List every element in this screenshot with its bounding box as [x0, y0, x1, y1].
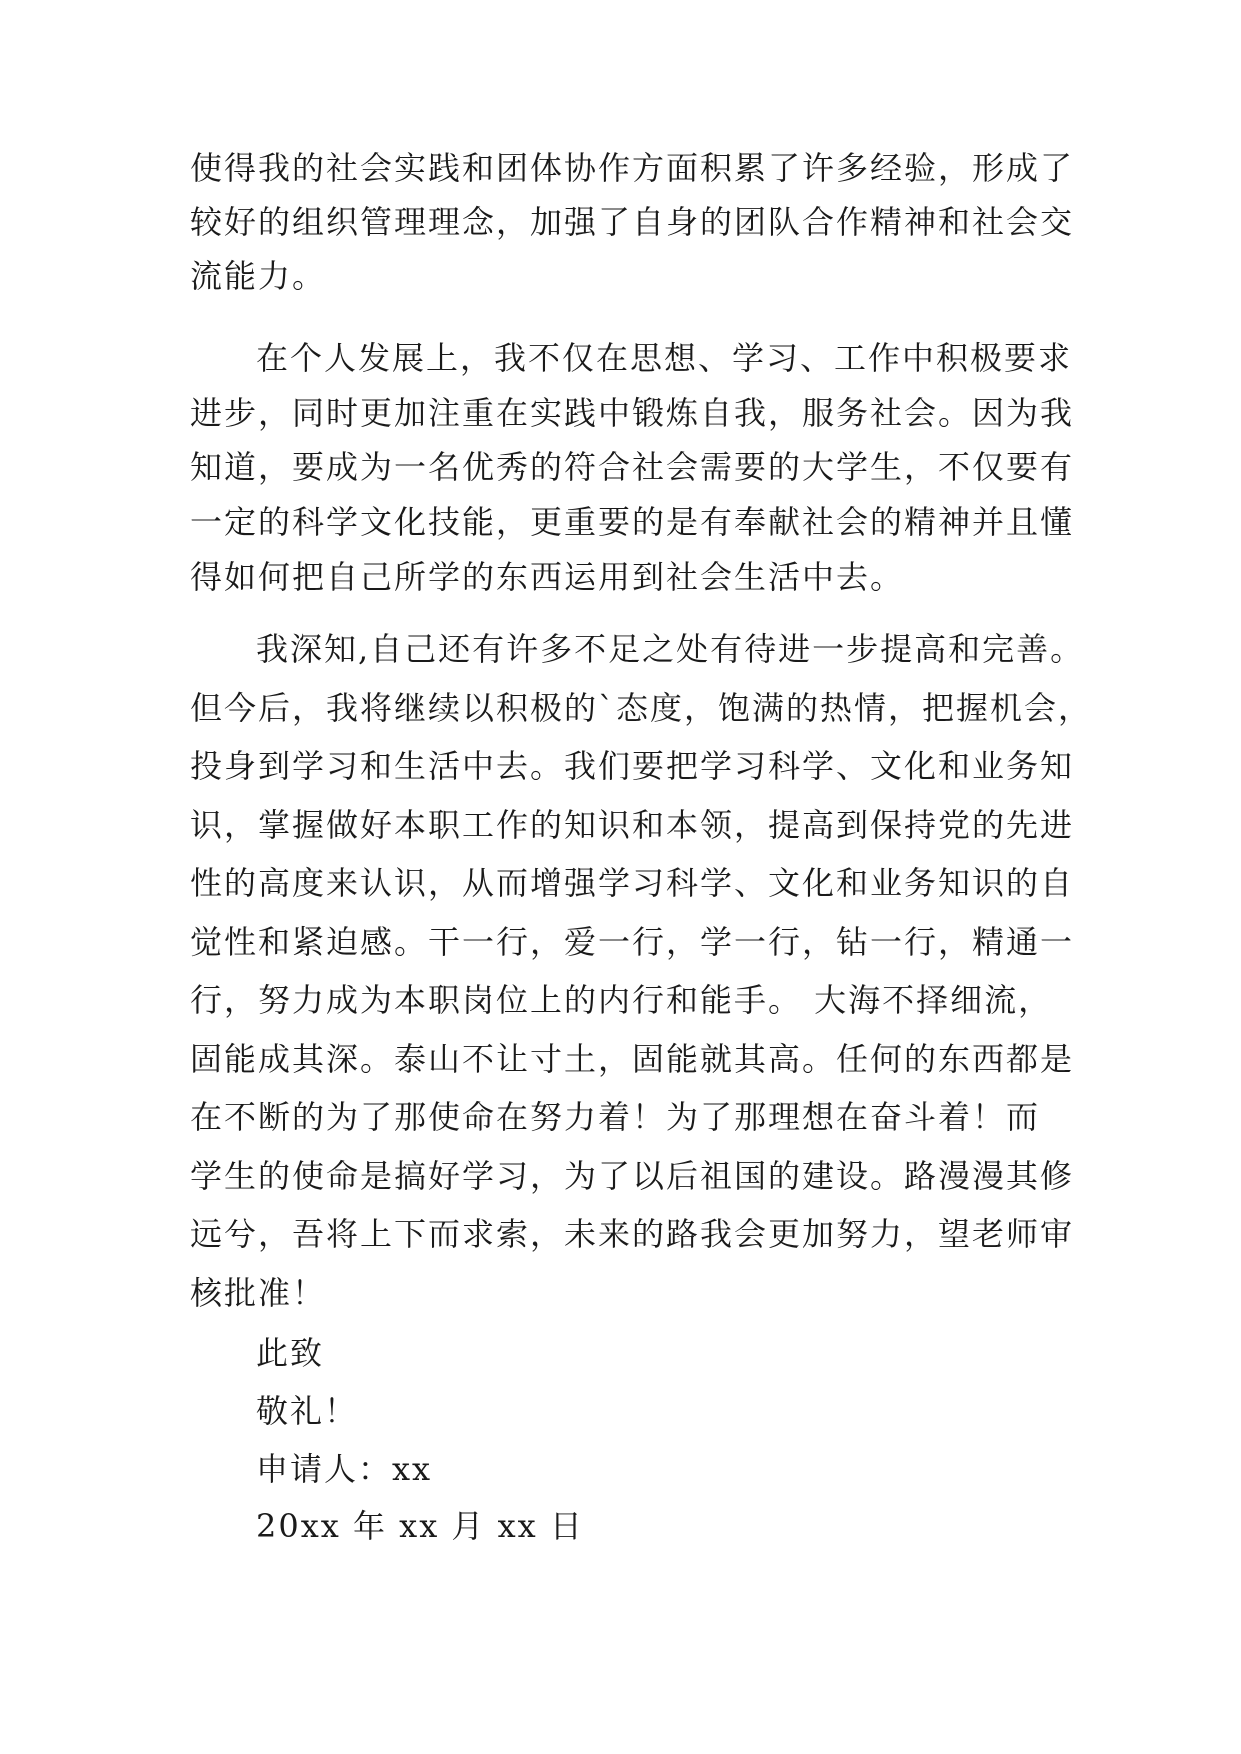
- paragraph-3-line-4: 识，掌握做好本职工作的知识和本领，提高到保持党的先进: [190, 806, 1075, 844]
- paragraph-2-line-3: 知道，要成为一名优秀的符合社会需要的大学生，不仅要有: [190, 448, 1075, 486]
- paragraph-2-line-1: 在个人发展上，我不仅在思想、学习、工作中积极要求: [256, 339, 1073, 377]
- paragraph-1-line-2: 较好的组织管理理念，加强了自身的团队合作精神和社会交: [190, 203, 1075, 241]
- paragraph-3-line-10: 学生的使命是搞好学习，为了以后祖国的建设。路漫漫其修: [190, 1157, 1075, 1195]
- paragraph-3-line-1: 我深知,自己还有许多不足之处有待进一步提高和完善。: [256, 630, 1085, 668]
- paragraph-2-line-4: 一定的科学文化技能，更重要的是有奉献社会的精神并且懂: [190, 503, 1075, 541]
- paragraph-2-line-2: 进步，同时更加注重在实践中锻炼自我，服务社会。因为我: [190, 394, 1075, 432]
- paragraph-1-line-1: 使得我的社会实践和团体协作方面积累了许多经验，形成了: [190, 149, 1075, 187]
- applicant-signature: 申请人：xx: [256, 1450, 433, 1488]
- paragraph-3-line-8: 固能成其深。泰山不让寸土，固能就其高。任何的东西都是: [190, 1040, 1075, 1078]
- paragraph-3-line-2: 但今后，我将继续以积极的`态度，饱满的热情，把握机会，: [190, 689, 1093, 727]
- paragraph-3-line-3: 投身到学习和生活中去。我们要把学习科学、文化和业务知: [190, 747, 1075, 785]
- paragraph-3-line-5: 性的高度来认识，从而增强学习科学、文化和业务知识的自: [190, 864, 1075, 902]
- paragraph-3-line-7: 行，努力成为本职岗位上的内行和能手。 大海不择细流，: [190, 981, 1053, 1019]
- paragraph-3-line-6: 觉性和紧迫感。干一行，爱一行，学一行，钻一行，精通一: [190, 923, 1075, 961]
- closing-regards: 敬礼！: [256, 1392, 359, 1430]
- paragraph-1-line-3: 流能力。: [190, 257, 327, 295]
- paragraph-3-line-11: 远兮，吾将上下而求索，未来的路我会更加努力，望老师审: [190, 1215, 1075, 1253]
- paragraph-2-line-5: 得如何把自己所学的东西运用到社会生活中去。: [190, 558, 905, 596]
- paragraph-3-line-12: 核批准！: [190, 1274, 327, 1312]
- closing-salutation: 此致: [256, 1334, 325, 1372]
- document-date: 20xx 年 xx 月 xx 日: [256, 1507, 584, 1545]
- paragraph-3-line-9: 在不断的为了那使命在努力着！为了那理想在奋斗着！而: [190, 1098, 1041, 1136]
